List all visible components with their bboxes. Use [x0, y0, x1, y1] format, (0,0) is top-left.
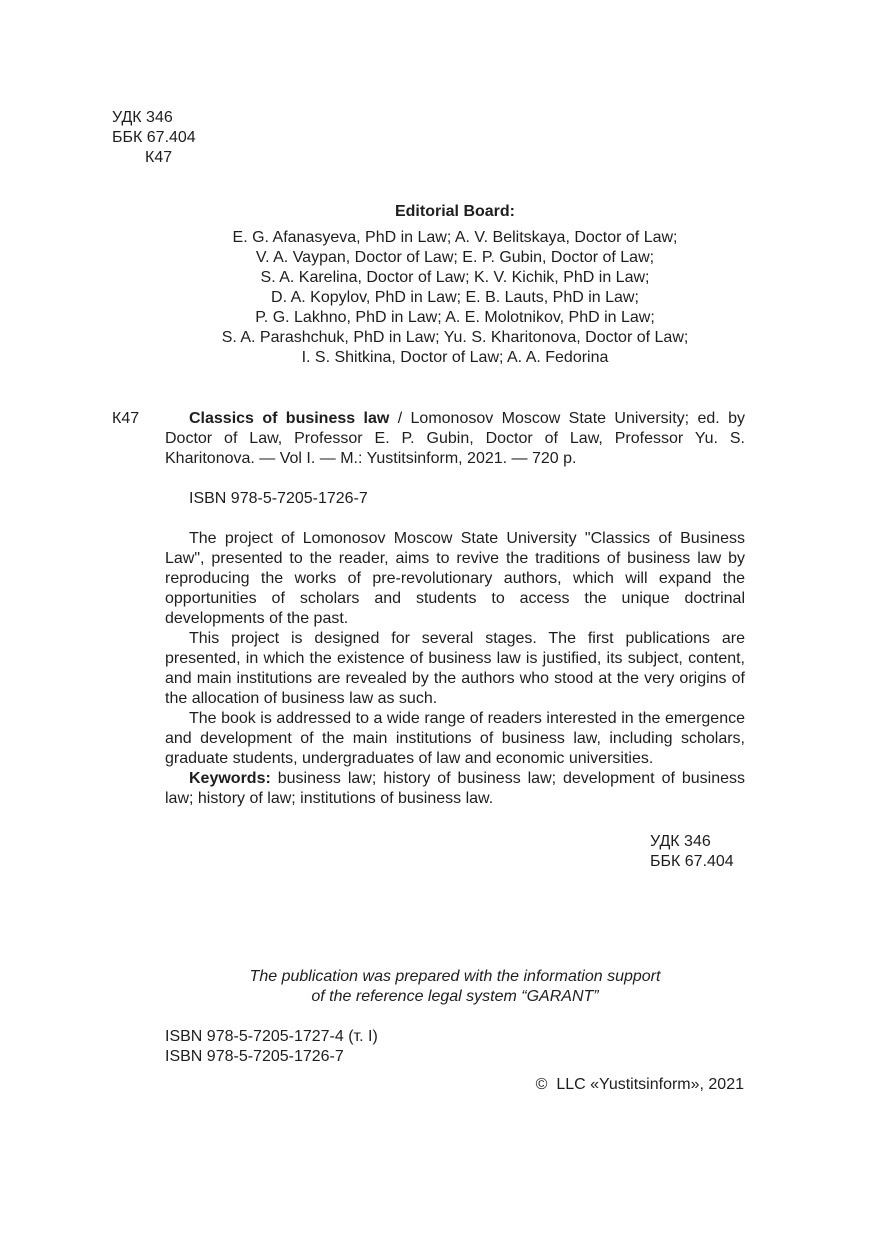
support-note	[0, 967, 875, 1007]
editorial-board-members	[0, 228, 875, 368]
keywords-label: Keywords:	[189, 770, 271, 787]
isbn-main: ISBN 978-5-7205-1726-7	[189, 490, 368, 507]
board-line: S. A. Parashchuk, PhD in Law; Yu. S. Kharitonova, Doctor of Law;	[221, 329, 689, 346]
isbn-volume: ISBN 978-5-7205-1727-4 (т. I)	[165, 1028, 378, 1045]
abstract-paragraph: This project is designed for several stages. The first publications are presented, in which the existence of business law is justified, its subject, content, and main institutions are revealed by the authors who stood at the very origins of the allocation of business law as such.	[165, 630, 745, 707]
udc-code: УДК 346	[650, 833, 711, 850]
author-mark: К47	[145, 149, 173, 166]
board-line: P. G. Lakhno, PhD in Law; A. E. Molotnikov, PhD in Law;	[255, 309, 655, 326]
abstract-paragraph: The book is addressed to a wide range of readers interested in the emergence and development of the main institutions of business law, including scholars, graduate students, undergraduates of law and economic universities.	[165, 710, 745, 767]
classification-codes-top	[112, 108, 196, 168]
board-line: E. G. Afanasyeva, PhD in Law; A. V. Belitskaya, Doctor of Law;	[232, 229, 678, 246]
copyright: © LLC «Yustitsinform», 2021	[535, 1076, 744, 1093]
book-title: Classics of business law	[189, 410, 390, 427]
board-line: V. A. Vaypan, Doctor of Law; E. P. Gubin, Doctor of Law;	[255, 249, 655, 266]
catalog-code: К47	[112, 410, 140, 427]
classification-codes-bottom	[650, 832, 734, 872]
catalog-entry	[165, 409, 745, 469]
keywords-paragraph	[165, 769, 745, 809]
abstract	[165, 529, 745, 809]
bbk-code: ББК 67.404	[650, 853, 734, 870]
keywords-text: business law; history of business law; development of business law; history of law; institutions of business law.	[165, 770, 745, 807]
support-note-line: of the reference legal system “GARANT”	[311, 988, 599, 1005]
udc-code: УДК 346	[112, 109, 173, 126]
isbn-set: ISBN 978-5-7205-1726-7	[165, 1048, 344, 1065]
board-line: I. S. Shitkina, Doctor of Law; A. A. Fedorina	[301, 349, 609, 366]
support-note-line: The publication was prepared with the information support	[249, 968, 661, 985]
abstract-paragraph: The project of Lomonosov Moscow State University "Classics of Business Law", presented to the reader, aims to revive the traditions of business law by reproducing the works of pre-revolutionary authors, which will expand the opportunities of scholars and students to access the unique doctrinal developments of the past.	[165, 530, 745, 627]
bbk-code: ББК 67.404	[112, 129, 196, 146]
catalog-description: / Lomonosov Moscow State University; ed. by Doctor of Law, Professor E. P. Gubin, Doctor of Law, Professor Yu. S. Kharitonova. — Vol I. — M.: Yustitsinform, 2021. — 720 p.	[165, 410, 745, 467]
editorial-board-title: Editorial Board:	[394, 203, 515, 220]
board-line: S. A. Karelina, Doctor of Law; K. V. Kichik, PhD in Law;	[260, 269, 650, 286]
isbn-list	[165, 1027, 378, 1067]
board-line: D. A. Kopylov, PhD in Law; E. B. Lauts, PhD in Law;	[271, 289, 639, 306]
